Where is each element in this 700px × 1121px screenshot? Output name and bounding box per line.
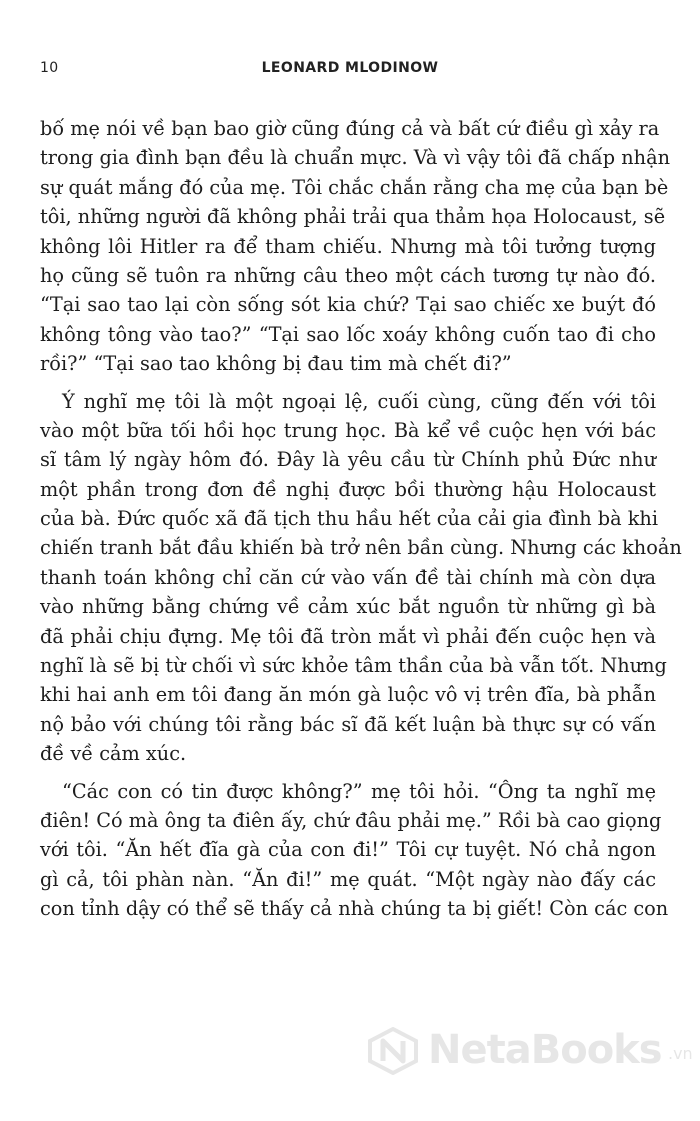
text-line: nghĩ là sẽ bị từ chối vì sức khỏe tâm thần của bà vẫn tốt. Nhưng: [40, 654, 667, 678]
text-line: của bà. Đức quốc xã đã tịch thu hầu hết của cải gia đình bà khi: [40, 507, 658, 531]
page-header: [40, 60, 660, 80]
netabooks-logo-icon: [366, 1027, 420, 1075]
text-line: khi hai anh em tôi đang ăn món gà luộc vô vị trên đĩa, bà phẫn: [40, 683, 656, 707]
text-line: Ý nghĩ mẹ tôi là một ngoại lệ, cuối cùng, cũng đến với tôi: [62, 389, 656, 413]
text-line: con tỉnh dậy có thể sẽ thấy cả nhà chúng ta bị giết! Còn các con: [40, 897, 669, 921]
text-line: họ cũng sẽ tuôn ra những câu theo một cách tương tự nào đó.: [40, 263, 656, 287]
text-line: với tôi. “Ăn hết đĩa gà của con đi!” Tôi cự tuyệt. Nó chả ngon: [40, 838, 656, 862]
watermark-brand: NetaBooks: [428, 1027, 662, 1073]
text-line: “Tại sao tao lại còn sống sót kia chứ? Tại sao chiếc xe buýt đó: [40, 293, 656, 317]
text-line: sĩ tâm lý ngày hôm đó. Đây là yêu cầu từ Chính phủ Đức như: [40, 448, 656, 472]
text-line: đã phải chịu đựng. Mẹ tôi đã tròn mắt vì phải đến cuộc hẹn và: [40, 624, 656, 648]
paragraph-2: [40, 387, 682, 769]
text-line: vào một bữa tối hồi học trung học. Bà kể về cuộc hẹn với bác: [40, 418, 656, 442]
text-line: trong gia đình bạn đều là chuẩn mực. Và vì vậy tôi đã chấp nhận: [40, 146, 671, 170]
watermark-suffix: .vn: [668, 1044, 693, 1063]
text-line: bố mẹ nói về bạn bao giờ cũng đúng cả và bất cứ điều gì xảy ra: [40, 117, 660, 140]
watermark: [366, 1025, 696, 1075]
paragraph-3: [40, 777, 669, 924]
text-line: không lôi Hitler ra để tham chiếu. Nhưng mà tôi tưởng tượng: [40, 234, 656, 258]
text-line: đề về cảm xúc.: [40, 742, 187, 766]
text-line: “Các con có tin được không?” mẹ tôi hỏi. “Ông ta nghĩ mẹ: [62, 779, 656, 803]
text-line: vào những bằng chứng về cảm xúc bắt nguồn từ những gì bà: [40, 595, 656, 619]
text-line: nộ bảo với chúng tôi rằng bác sĩ đã kết luận bà thực sự có vấn: [40, 712, 656, 736]
text-line: sự quát mắng đó của mẹ. Tôi chắc chắn rằng cha mẹ của bạn bè: [40, 175, 669, 199]
page-number: 10: [40, 60, 59, 76]
text-line: thanh toán không chỉ căn cứ vào vấn đề tài chính mà còn dựa: [40, 565, 656, 589]
body-text: [40, 114, 682, 932]
paragraph-1: [40, 114, 671, 379]
text-line: một phần trong đơn đề nghị được bồi thường hậu Holocaust: [40, 477, 656, 501]
text-line: không tông vào tao?” “Tại sao lốc xoáy không cuốn tao đi cho: [40, 322, 656, 346]
text-line: điên! Có mà ông ta điên ấy, chứ đâu phải mẹ.” Rồi bà cao giọng: [40, 808, 662, 832]
text-line: gì cả, tôi phàn nàn. “Ăn đi!” mẹ quát. “Một ngày nào đấy các: [40, 867, 656, 891]
text-line: chiến tranh bắt đầu khiến bà trở nên bần cùng. Nhưng các khoản: [40, 536, 682, 560]
running-head: LEONARD MLODINOW: [261, 60, 439, 76]
text-line: tôi, những người đã không phải trải qua thảm họa Holocaust, sẽ: [40, 205, 666, 229]
text-line: rồi?” “Tại sao tao không bị đau tim mà chết đi?”: [40, 352, 512, 376]
